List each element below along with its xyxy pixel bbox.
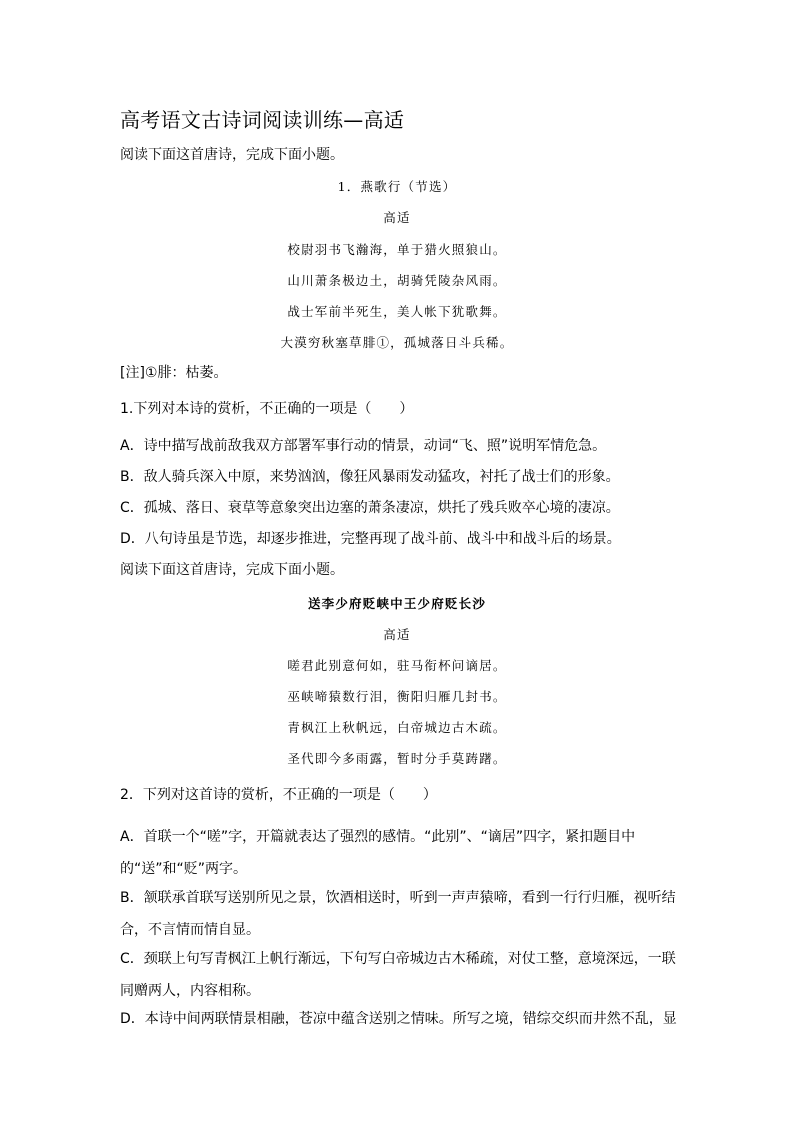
poem2-author: 高适 xyxy=(383,627,411,642)
poem1-author: 高适 xyxy=(383,210,411,225)
question2-stem: 2．下列对这首诗的赏析，不正确的一项是（ ） xyxy=(120,787,437,803)
poem2-line: 青枫江上秋帆远，白帝城边古木疏。 xyxy=(287,720,507,735)
question2-option-c: C．颈联上句写青枫江上帆行渐远，下句写白帝城边古木稀疏，对仗工整，意境深远，一联同赠两人，内容相称。 xyxy=(120,951,676,999)
question2-option-b: B．颔联承首联写送别所见之景，饮酒相送时，听到一声声猿啼，看到一行行归雁，视听结合，不言情而情自显。 xyxy=(120,890,676,938)
question1-option-b: B．敌人骑兵深入中原，来势汹汹，像狂风暴雨发动猛攻，衬托了战士们的形象。 xyxy=(120,469,620,485)
poem1-title: 1．燕歌行（节选） xyxy=(337,179,457,194)
question2-option-a: A．首联一个“嗟”字，开篇就表达了强烈的感情。“此别”、“谪居”四字，紧扣题目中的“送”和“贬”两字。 xyxy=(120,829,636,877)
poem2-line: 巫峡啼猿数行泪，衡阳归雁几封书。 xyxy=(287,689,507,704)
poem2-title: 送李少府贬峡中王少府贬长沙 xyxy=(307,596,487,611)
poem2-line: 圣代即今多雨露，暂时分手莫踌躇。 xyxy=(287,751,507,766)
question1-stem: 1.下列对本诗的赏析，不正确的一项是（ ） xyxy=(120,401,414,417)
section1-instruction: 阅读下面这首唐诗，完成下面小题。 xyxy=(120,147,344,163)
question1-option-d: D．八句诗虽是节选，却逐步推进，完整再现了战斗前、战斗中和战斗后的场景。 xyxy=(120,531,621,547)
poem1-note: [注]①腓：枯萎。 xyxy=(120,365,228,381)
poem1-line: 大漠穷秋塞草腓①，孤城落日斗兵稀。 xyxy=(280,335,514,350)
poem1-line: 山川萧条极边土，胡骑凭陵杂风雨。 xyxy=(287,273,507,288)
question2-option-d: D．本诗中间两联情景相融，苍凉中蕴含送别之情味。所写之境，错综交织而井然不乱，显 xyxy=(120,1011,677,1027)
poem2-line: 嗟君此别意何如，驻马衔杯问谪居。 xyxy=(287,658,507,673)
poem1-line: 战士军前半死生，美人帐下犹歌舞。 xyxy=(287,304,507,319)
question1-option-c: C．孤城、落日、衰草等意象突出边塞的萧条凄凉，烘托了残兵败卒心境的凄凉。 xyxy=(120,500,620,516)
poem1-line: 校尉羽书飞瀚海，单于猎火照狼山。 xyxy=(287,242,507,257)
section2-instruction: 阅读下面这首唐诗，完成下面小题。 xyxy=(120,562,344,578)
question1-option-a: A．诗中描写战前敌我双方部署军事行动的情景，动词“飞、照”说明军情危急。 xyxy=(120,438,607,454)
page-title: 高考语文古诗词阅读训练—高适 xyxy=(120,108,405,132)
